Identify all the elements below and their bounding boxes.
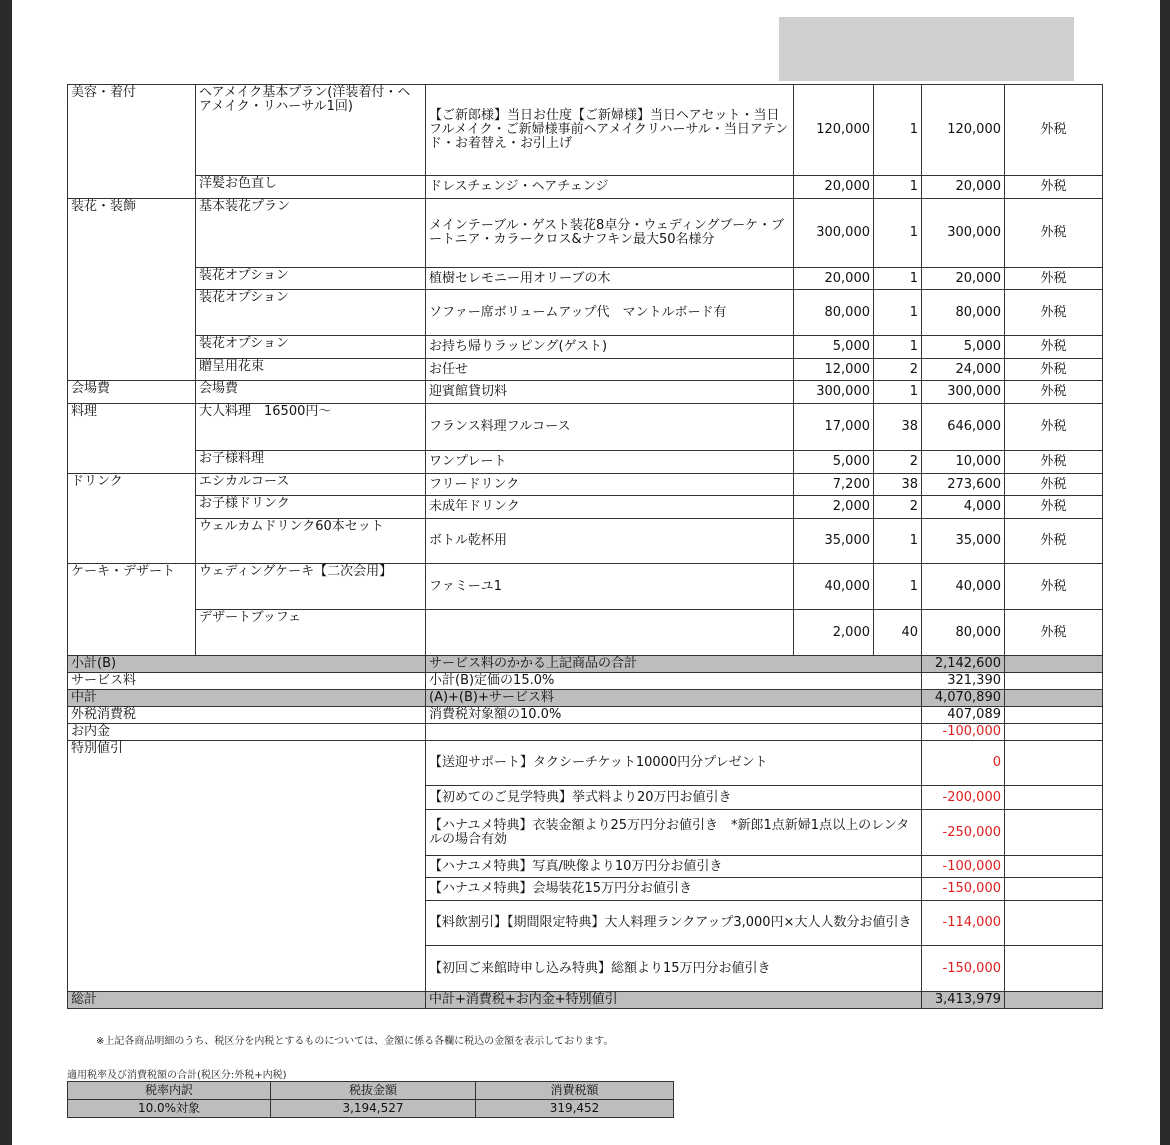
discount-amount: -114,000 (922, 901, 1005, 946)
discount-description: 【初回ご来館時申し込み特典】総額より15万円分お値引き (426, 946, 922, 992)
unit-price: 2,000 (794, 496, 874, 519)
discount-amount: -200,000 (922, 786, 1005, 810)
discount-amount: -250,000 (922, 810, 1005, 856)
item-name: 大人料理 16500円～ (196, 404, 426, 451)
item-description (426, 610, 794, 656)
category-cell: 装花・装飾 (68, 199, 196, 381)
quantity: 1 (874, 199, 922, 268)
summary-amount: 4,070,890 (922, 690, 1005, 707)
item-description: メインテーブル・ゲスト装花8卓分・ウェディングブーケ・ブートニア・カラークロス&ナフキン最大50名様分 (426, 199, 794, 268)
total-amount: 3,413,979 (922, 992, 1005, 1009)
item-description: ワンプレート (426, 451, 794, 474)
item-name: 装花オプション (196, 268, 426, 290)
line-item (68, 268, 1103, 290)
summary-label: 小計(B) (68, 656, 426, 673)
amount: 300,000 (922, 381, 1005, 404)
tax-type: 外税 (1005, 199, 1103, 268)
item-description: お持ち帰りラッピング(ゲスト) (426, 336, 794, 359)
category-cell: 会場費 (68, 381, 196, 404)
line-item (68, 404, 1103, 451)
summary-empty (1005, 673, 1103, 690)
discount-amount: -150,000 (922, 946, 1005, 992)
tax-type: 外税 (1005, 290, 1103, 336)
amount: 120,000 (922, 85, 1005, 176)
item-name: 基本装花プラン (196, 199, 426, 268)
unit-price: 7,200 (794, 474, 874, 496)
discount-description: 【送迎サポート】タクシーチケット10000円分プレゼント (426, 741, 922, 786)
quantity: 1 (874, 381, 922, 404)
quantity: 1 (874, 564, 922, 610)
item-description: 迎賓館貸切料 (426, 381, 794, 404)
discount-amount: -150,000 (922, 878, 1005, 901)
service-fee-row (68, 673, 1103, 690)
quantity: 1 (874, 336, 922, 359)
amount: 35,000 (922, 519, 1005, 564)
item-name: 装花オプション (196, 290, 426, 336)
tax-summary-row (68, 1100, 674, 1118)
tax-summary-title: 適用税率及び消費税額の合計(税区分:外税+内税) (67, 1070, 287, 1081)
line-item (68, 381, 1103, 404)
unit-price: 5,000 (794, 336, 874, 359)
total-description: 中計+消費税+お内金+特別値引 (426, 992, 922, 1009)
redacted-area (779, 17, 1074, 81)
total-empty (1005, 992, 1103, 1009)
discount-row (68, 741, 1103, 786)
tax-amount: 319,452 (476, 1100, 674, 1118)
amount: 10,000 (922, 451, 1005, 474)
tax-header-tax: 消費税額 (476, 1082, 674, 1100)
amount: 646,000 (922, 404, 1005, 451)
line-item (68, 336, 1103, 359)
item-description: 未成年ドリンク (426, 496, 794, 519)
discount-label: 特別値引 (68, 741, 426, 992)
summary-label: サービス料 (68, 673, 426, 690)
line-item (68, 199, 1103, 268)
amount: 4,000 (922, 496, 1005, 519)
amount: 80,000 (922, 290, 1005, 336)
summary-label: 中計 (68, 690, 426, 707)
amount: 300,000 (922, 199, 1005, 268)
discount-empty (1005, 741, 1103, 786)
grand-total-row (68, 992, 1103, 1009)
item-name: 洋髪お色直し (196, 176, 426, 199)
amount: 20,000 (922, 176, 1005, 199)
item-name: ウェディングケーキ【二次会用】 (196, 564, 426, 610)
quantity: 1 (874, 268, 922, 290)
quantity: 1 (874, 85, 922, 176)
summary-description: サービス料のかかる上記商品の合計 (426, 656, 922, 673)
unit-price: 17,000 (794, 404, 874, 451)
tax-summary-table (67, 1081, 674, 1118)
quantity: 2 (874, 451, 922, 474)
discount-description: 【料飲割引】【期間限定特典】大人料理ランクアップ3,000円×大人人数分お値引き (426, 901, 922, 946)
category-cell: ドリンク (68, 474, 196, 564)
tax-header-net: 税抜金額 (271, 1082, 476, 1100)
amount: 273,600 (922, 474, 1005, 496)
item-description: お任せ (426, 359, 794, 381)
quantity: 1 (874, 519, 922, 564)
tax-type: 外税 (1005, 404, 1103, 451)
discount-empty (1005, 810, 1103, 856)
unit-price: 35,000 (794, 519, 874, 564)
tax-type: 外税 (1005, 519, 1103, 564)
summary-label: 外税消費税 (68, 707, 426, 724)
discount-empty (1005, 856, 1103, 878)
amount: 20,000 (922, 268, 1005, 290)
unit-price: 80,000 (794, 290, 874, 336)
item-description: フリードリンク (426, 474, 794, 496)
item-name: ヘアメイク基本プラン(洋装着付・ヘアメイク・リハーサル1回) (196, 85, 426, 176)
category-cell: 美容・着付 (68, 85, 196, 199)
total-label: 総計 (68, 992, 426, 1009)
tax-type: 外税 (1005, 474, 1103, 496)
summary-empty (1005, 656, 1103, 673)
quantity: 2 (874, 496, 922, 519)
summary-amount: 321,390 (922, 673, 1005, 690)
midtotal-row (68, 690, 1103, 707)
line-item (68, 176, 1103, 199)
unit-price: 40,000 (794, 564, 874, 610)
discount-description: 【初めてのご見学特典】挙式料より20万円お値引き (426, 786, 922, 810)
amount: 40,000 (922, 564, 1005, 610)
line-item (68, 451, 1103, 474)
deposit-row (68, 724, 1103, 741)
subtotal-b-row (68, 656, 1103, 673)
item-description: ドレスチェンジ・ヘアチェンジ (426, 176, 794, 199)
tax-type: 外税 (1005, 176, 1103, 199)
quantity: 38 (874, 474, 922, 496)
summary-amount: -100,000 (922, 724, 1005, 741)
item-description: ファミーユ1 (426, 564, 794, 610)
unit-price: 2,000 (794, 610, 874, 656)
quantity: 2 (874, 359, 922, 381)
quantity: 40 (874, 610, 922, 656)
tax-type: 外税 (1005, 381, 1103, 404)
item-description: 【ご新郎様】当日お仕度【ご新婦様】当日ヘアセット・当日フルメイク・ご新婦様事前ヘアメイクリハーサル・当日アテンド・お着替え・お引上げ (426, 85, 794, 176)
tax-note: ※上記各商品明細のうち、税区分を内税とするものについては、金額に係る各欄に税込の金額を表示しております。 (96, 1036, 614, 1047)
discount-empty (1005, 901, 1103, 946)
consumption-tax-row (68, 707, 1103, 724)
discount-description: 【ハナユメ特典】写真/映像より10万円分お値引き (426, 856, 922, 878)
item-name: 会場費 (196, 381, 426, 404)
category-cell: 料理 (68, 404, 196, 474)
tax-type: 外税 (1005, 359, 1103, 381)
tax-net-amount: 3,194,527 (271, 1100, 476, 1118)
quantity: 1 (874, 176, 922, 199)
estimate-table (67, 84, 1103, 1009)
amount: 5,000 (922, 336, 1005, 359)
unit-price: 300,000 (794, 381, 874, 404)
amount: 80,000 (922, 610, 1005, 656)
line-item (68, 610, 1103, 656)
tax-rate: 10.0%対象 (68, 1100, 271, 1118)
category-cell: ケーキ・デザート (68, 564, 196, 656)
tax-summary-header (68, 1082, 674, 1100)
discount-description: 【ハナユメ特典】衣装金額より25万円分お値引き *新郎1点新婦1点以上のレンタルの場合有効 (426, 810, 922, 856)
amount: 24,000 (922, 359, 1005, 381)
discount-description: 【ハナユメ特典】会場装花15万円分お値引き (426, 878, 922, 901)
quantity: 38 (874, 404, 922, 451)
discount-amount: 0 (922, 741, 1005, 786)
unit-price: 12,000 (794, 359, 874, 381)
item-name: お子様料理 (196, 451, 426, 474)
quantity: 1 (874, 290, 922, 336)
summary-description (426, 724, 922, 741)
tax-header-rate: 税率内訳 (68, 1082, 271, 1100)
discount-amount: -100,000 (922, 856, 1005, 878)
summary-amount: 2,142,600 (922, 656, 1005, 673)
item-description: ボトル乾杯用 (426, 519, 794, 564)
tax-type: 外税 (1005, 610, 1103, 656)
discount-empty (1005, 878, 1103, 901)
line-item (68, 85, 1103, 176)
line-item (68, 290, 1103, 336)
line-item (68, 496, 1103, 519)
summary-description: (A)+(B)+サービス料 (426, 690, 922, 707)
summary-description: 消費税対象額の10.0% (426, 707, 922, 724)
item-name: ウェルカムドリンク60本セット (196, 519, 426, 564)
unit-price: 120,000 (794, 85, 874, 176)
line-item (68, 519, 1103, 564)
summary-label: お内金 (68, 724, 426, 741)
tax-type: 外税 (1005, 336, 1103, 359)
summary-empty (1005, 724, 1103, 741)
item-description: ソファー席ボリュームアップ代 マントルボード有 (426, 290, 794, 336)
summary-amount: 407,089 (922, 707, 1005, 724)
item-name: お子様ドリンク (196, 496, 426, 519)
discount-empty (1005, 786, 1103, 810)
item-description: フランス料理フルコース (426, 404, 794, 451)
line-item (68, 564, 1103, 610)
discount-empty (1005, 946, 1103, 992)
tax-type: 外税 (1005, 85, 1103, 176)
unit-price: 5,000 (794, 451, 874, 474)
unit-price: 20,000 (794, 268, 874, 290)
tax-type: 外税 (1005, 496, 1103, 519)
line-item (68, 359, 1103, 381)
item-description: 植樹セレモニー用オリーブの木 (426, 268, 794, 290)
summary-empty (1005, 690, 1103, 707)
unit-price: 20,000 (794, 176, 874, 199)
item-name: デザートブッフェ (196, 610, 426, 656)
item-name: エシカルコース (196, 474, 426, 496)
line-item (68, 474, 1103, 496)
unit-price: 300,000 (794, 199, 874, 268)
item-name: 贈呈用花束 (196, 359, 426, 381)
tax-type: 外税 (1005, 268, 1103, 290)
summary-description: 小計(B)定価の15.0% (426, 673, 922, 690)
item-name: 装花オプション (196, 336, 426, 359)
tax-type: 外税 (1005, 564, 1103, 610)
summary-empty (1005, 707, 1103, 724)
tax-type: 外税 (1005, 451, 1103, 474)
